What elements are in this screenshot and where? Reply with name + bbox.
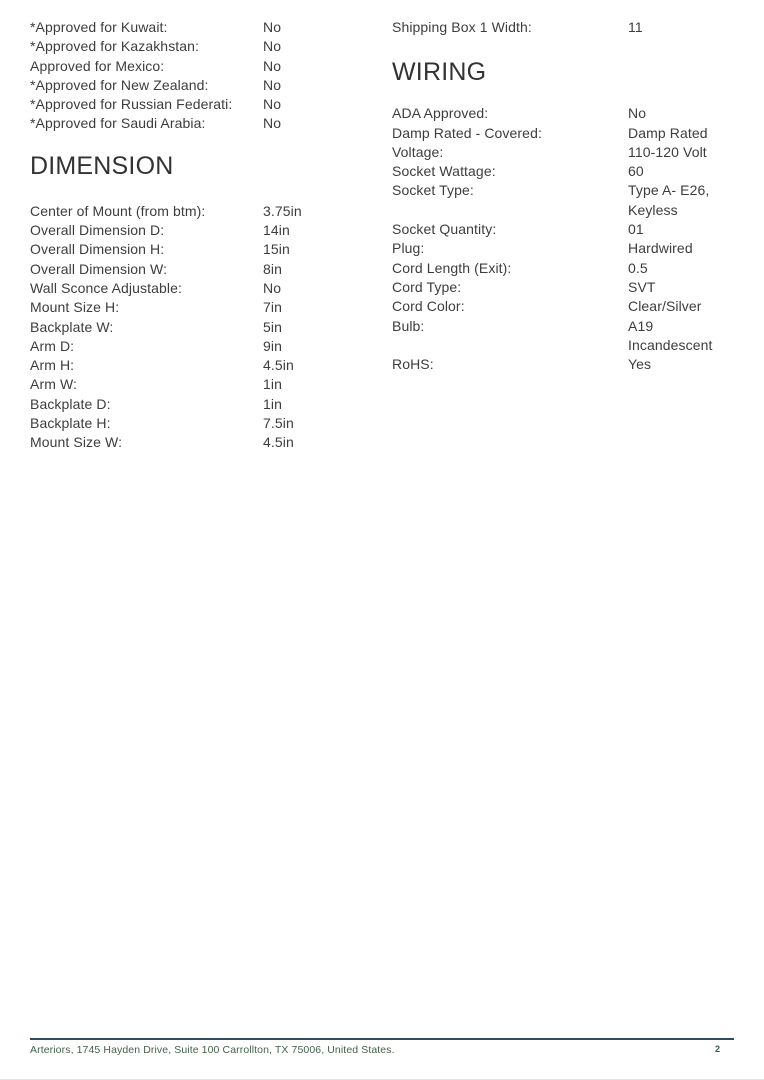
approval-value: No xyxy=(263,57,282,74)
dimension-value: 5in xyxy=(263,318,282,335)
dimension-row xyxy=(30,279,375,298)
wiring-value: Keyless xyxy=(628,201,678,218)
wiring-row xyxy=(392,355,742,374)
dimension-row xyxy=(30,356,375,375)
approval-label: Approved for Mexico: xyxy=(30,57,165,74)
left-column xyxy=(30,18,375,453)
wiring-value: Incandescent xyxy=(628,336,713,353)
approval-row xyxy=(30,114,375,133)
wiring-value: SVT xyxy=(628,278,656,295)
footer-divider xyxy=(30,1038,734,1040)
shipping-label: Shipping Box 1 Width: xyxy=(392,19,532,35)
right-column xyxy=(392,18,742,374)
wiring-label: Damp Rated - Covered: xyxy=(392,124,542,141)
dimension-label: Overall Dimension W: xyxy=(30,260,168,277)
wiring-value: No xyxy=(628,105,647,122)
dimension-label: Arm H: xyxy=(30,357,75,374)
wiring-value: 0.5 xyxy=(628,259,648,276)
dimension-label: Arm W: xyxy=(30,376,78,393)
approval-value: No xyxy=(263,76,282,93)
dimension-label: Overall Dimension H: xyxy=(30,241,165,258)
shipping-section xyxy=(392,18,742,37)
approval-row xyxy=(30,18,375,37)
wiring-row xyxy=(392,104,742,123)
approval-value: No xyxy=(263,96,282,113)
dimension-row xyxy=(30,260,375,279)
approval-row xyxy=(30,37,375,56)
wiring-row xyxy=(392,297,742,316)
wiring-value: 110-120 Volt xyxy=(628,143,707,160)
dimension-label: Backplate W: xyxy=(30,318,114,335)
wiring-label xyxy=(392,201,628,220)
dimension-value: 1in xyxy=(263,376,282,393)
wiring-row xyxy=(392,220,742,239)
dimension-label: Backplate H: xyxy=(30,415,111,432)
dimension-value: 9in xyxy=(263,337,282,354)
dimension-value: No xyxy=(263,279,282,296)
page-number: 2 xyxy=(714,1044,720,1054)
wiring-value: 01 xyxy=(628,221,644,238)
dimension-row xyxy=(30,202,375,221)
dimension-value: 14in xyxy=(263,222,290,239)
dimension-label: Backplate D: xyxy=(30,395,111,412)
approval-value: No xyxy=(263,19,282,35)
approval-row xyxy=(30,95,375,114)
footer-address: Arteriors, 1745 Hayden Drive, Suite 100 Carrollton, TX 75006, United States. xyxy=(30,1044,395,1056)
wiring-row xyxy=(392,143,742,162)
dimension-row xyxy=(30,298,375,317)
wiring-label: ADA Approved: xyxy=(392,105,489,122)
wiring-section-heading: WIRING xyxy=(392,58,487,87)
wiring-label: Cord Type: xyxy=(392,278,462,295)
wiring-row xyxy=(392,239,742,258)
wiring-label: Socket Type: xyxy=(392,182,474,199)
approvals-section xyxy=(30,18,375,134)
wiring-label: Socket Wattage: xyxy=(392,163,496,180)
approval-value: No xyxy=(263,38,282,55)
wiring-row xyxy=(392,162,742,181)
dimension-label: Center of Mount (from btm): xyxy=(30,202,206,219)
dimension-value: 15in xyxy=(263,241,290,258)
dimension-section xyxy=(30,202,375,453)
wiring-value: Hardwired xyxy=(628,240,693,257)
wiring-label: Socket Quantity: xyxy=(392,221,497,238)
wiring-label: Cord Color: xyxy=(392,298,465,315)
dimension-row xyxy=(30,375,375,394)
dimension-value: 4.5in xyxy=(263,357,294,374)
wiring-label: Plug: xyxy=(392,240,425,257)
approval-row xyxy=(30,57,375,76)
wiring-label xyxy=(392,336,628,355)
dimension-value: 3.75in xyxy=(263,202,302,219)
dimension-value: 1in xyxy=(263,395,282,412)
dimension-label: Overall Dimension D: xyxy=(30,222,165,239)
wiring-row xyxy=(392,124,742,143)
dimension-row xyxy=(30,240,375,259)
dimension-row xyxy=(30,395,375,414)
dimension-section-heading: DIMENSION xyxy=(30,151,174,180)
shipping-row xyxy=(392,18,742,37)
wiring-value: Damp Rated xyxy=(628,124,708,141)
wiring-section xyxy=(392,104,742,374)
page-footer xyxy=(30,1038,734,1057)
approval-value: No xyxy=(263,115,282,132)
dimension-value: 7.5in xyxy=(263,415,294,432)
approval-label: *Approved for New Zealand: xyxy=(30,76,209,93)
wiring-value: 60 xyxy=(628,163,644,180)
dimension-value: 4.5in xyxy=(263,434,294,451)
wiring-label: RoHS: xyxy=(392,356,434,373)
wiring-row xyxy=(392,201,742,220)
dimension-row xyxy=(30,221,375,240)
wiring-row xyxy=(392,336,742,355)
dimension-row xyxy=(30,337,375,356)
wiring-value: Clear/Silver xyxy=(628,298,702,315)
dimension-label: Wall Sconce Adjustable: xyxy=(30,279,182,296)
dimension-row xyxy=(30,318,375,337)
dimension-row xyxy=(30,414,375,433)
wiring-row xyxy=(392,278,742,297)
approval-label: *Approved for Kuwait: xyxy=(30,19,168,35)
wiring-label: Voltage: xyxy=(392,143,444,160)
wiring-value: A19 xyxy=(628,317,654,334)
shipping-value: 11 xyxy=(628,19,643,35)
dimension-value: 7in xyxy=(263,299,282,316)
wiring-label: Cord Length (Exit): xyxy=(392,259,512,276)
wiring-row xyxy=(392,317,742,336)
approval-label: *Approved for Kazakhstan: xyxy=(30,38,200,55)
wiring-label: Bulb: xyxy=(392,317,425,334)
wiring-value: Yes xyxy=(628,356,652,373)
wiring-row xyxy=(392,259,742,278)
wiring-row xyxy=(392,181,742,200)
wiring-value: Type A- E26, xyxy=(628,182,710,199)
dimension-row xyxy=(30,433,375,452)
dimension-label: Mount Size W: xyxy=(30,434,123,451)
dimension-label: Mount Size H: xyxy=(30,299,120,316)
approval-label: *Approved for Saudi Arabia: xyxy=(30,115,206,132)
dimension-value: 8in xyxy=(263,260,282,277)
dimension-label: Arm D: xyxy=(30,337,75,354)
approval-row xyxy=(30,76,375,95)
approval-label: *Approved for Russian Federati: xyxy=(30,96,233,113)
